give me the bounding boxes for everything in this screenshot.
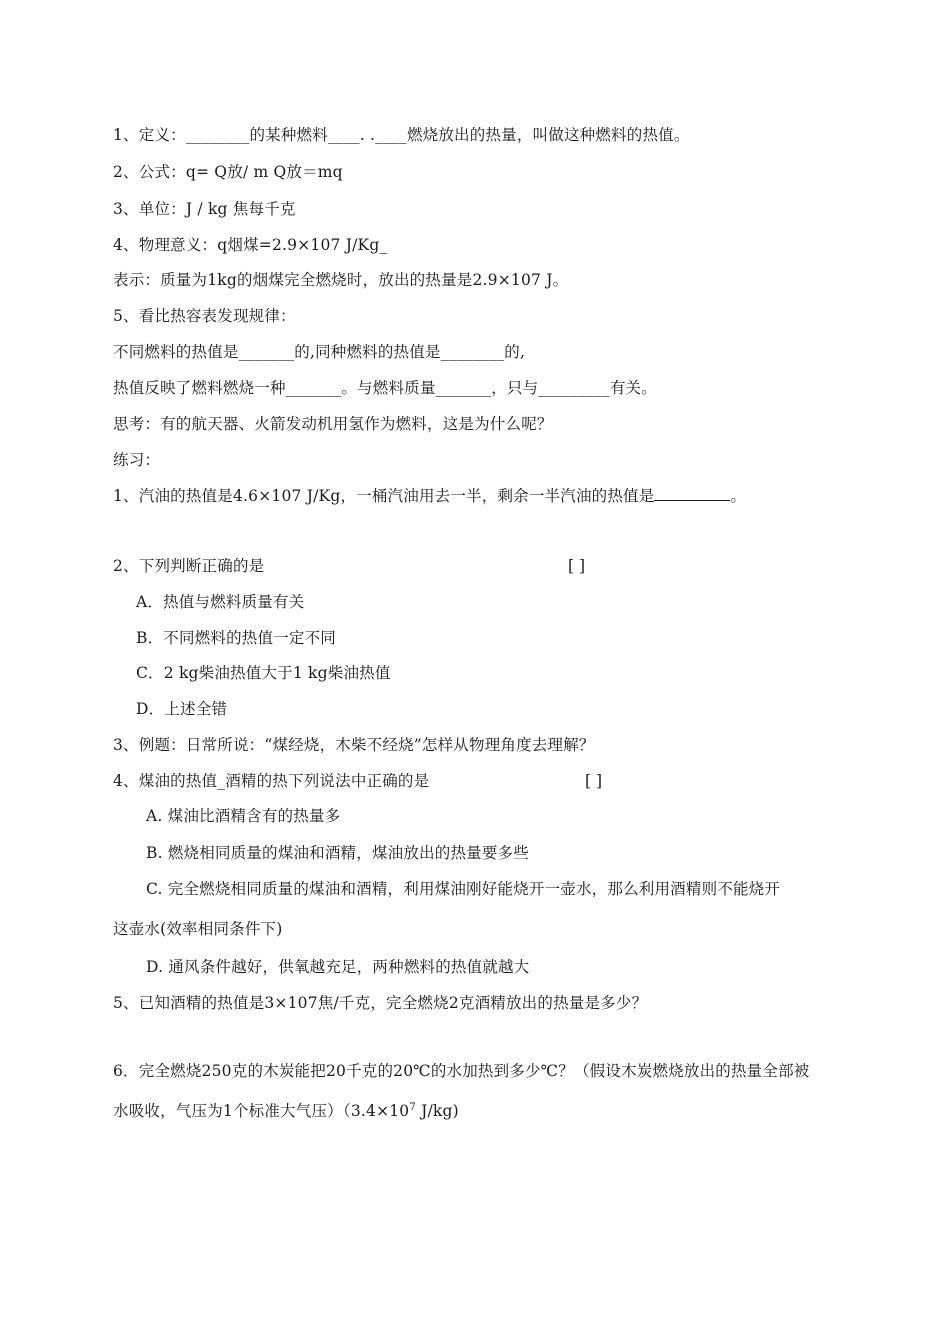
- exercise-1-text: 1、汽油的热值是4.6×107 J/Kg，一桶汽油用去一半，剩余一半汽油的热值是: [113, 487, 655, 505]
- rule-line-2: 热值反映了燃料燃烧一种_______。与燃料质量_______，只与_________有关。: [113, 379, 657, 397]
- exercise-1: [113, 486, 746, 506]
- exercise-6-question: 6．完全燃烧250克的木炭能把20千克的20℃的水加热到多少℃？（假设木炭燃烧放出的热量全部被: [113, 1062, 810, 1080]
- physical-meaning-line: 4、物理意义：q烟煤=2.9×107 J/Kg_: [113, 236, 388, 254]
- definition-line: 1、定义：________的某种燃料____. .____燃烧放出的热量，叫做这种燃料的热值。: [113, 126, 690, 144]
- exercise-2-option-c: C．2 kg柴油热值大于1 kg柴油热值: [136, 664, 391, 682]
- exercise-5-question: 5、已知酒精的热值是3×107焦/千克，完全燃烧2克酒精放出的热量是多少？: [113, 994, 648, 1012]
- unit-line: 3、单位：J / kg 焦每千克: [113, 200, 296, 218]
- exercise-3-question: 3、例题：日常所说：“煤经烧，木柴不经烧”怎样从物理角度去理解？: [113, 736, 595, 754]
- exercise-1-blank: [654, 486, 730, 501]
- exercise-1-period: 。: [730, 487, 747, 505]
- exercise-4-option-d: D. 通风条件越好，供氧越充足，两种燃料的热值就越大: [146, 958, 530, 976]
- exercise-4-option-c: C. 完全燃烧相同质量的煤油和酒精，利用煤油刚好能烧开一壶水，那么利用酒精则不能烧开: [146, 880, 781, 898]
- exercise-6-unit: J/kg): [415, 1102, 459, 1120]
- exercise-2-answer-bracket: [ ]: [568, 557, 586, 575]
- rule-line-1: 不同燃料的热值是_______的,同种燃料的热值是________的,: [113, 343, 526, 361]
- meaning-explanation-line: 表示：质量为1kg的烟煤完全燃烧时，放出的热量是2.9×107 J。: [113, 271, 569, 289]
- think-question-line: 思考：有的航天器、火箭发动机用氢作为燃料，这是为什么呢？: [113, 415, 553, 433]
- exercise-6-question-continued: [113, 1101, 459, 1121]
- exercise-4-option-a: A. 煤油比酒精含有的热量多: [146, 807, 341, 825]
- exercise-4-option-b: B. 燃烧相同质量的煤油和酒精，煤油放出的热量要多些: [146, 844, 529, 862]
- exercise-2-option-a: A．热值与燃料质量有关: [136, 593, 305, 611]
- formula-line: 2、公式：q= Q放/ m Q放＝mq: [113, 163, 343, 181]
- exercise-2-question: 2、下列判断正确的是: [113, 557, 265, 575]
- exercise-4-option-c-continued: 这壶水(效率相同条件下): [113, 920, 283, 938]
- exercise-2-option-d: D．上述全错: [136, 700, 228, 718]
- exercise-4-answer-bracket: [ ]: [585, 772, 603, 790]
- rule-heading-line: 5、看比热容表发现规律：: [113, 307, 296, 325]
- exercise-2-option-b: B．不同燃料的热值一定不同: [136, 629, 336, 647]
- exercise-heading: 练习：: [113, 451, 161, 469]
- exercise-4-question: 4、煤油的热值_酒精的热下列说法中正确的是: [113, 772, 430, 790]
- exercise-6-text: 水吸收，气压为1个标准大气压）（3.4×10: [113, 1102, 410, 1120]
- exercise-6-exponent: 7: [409, 1101, 416, 1113]
